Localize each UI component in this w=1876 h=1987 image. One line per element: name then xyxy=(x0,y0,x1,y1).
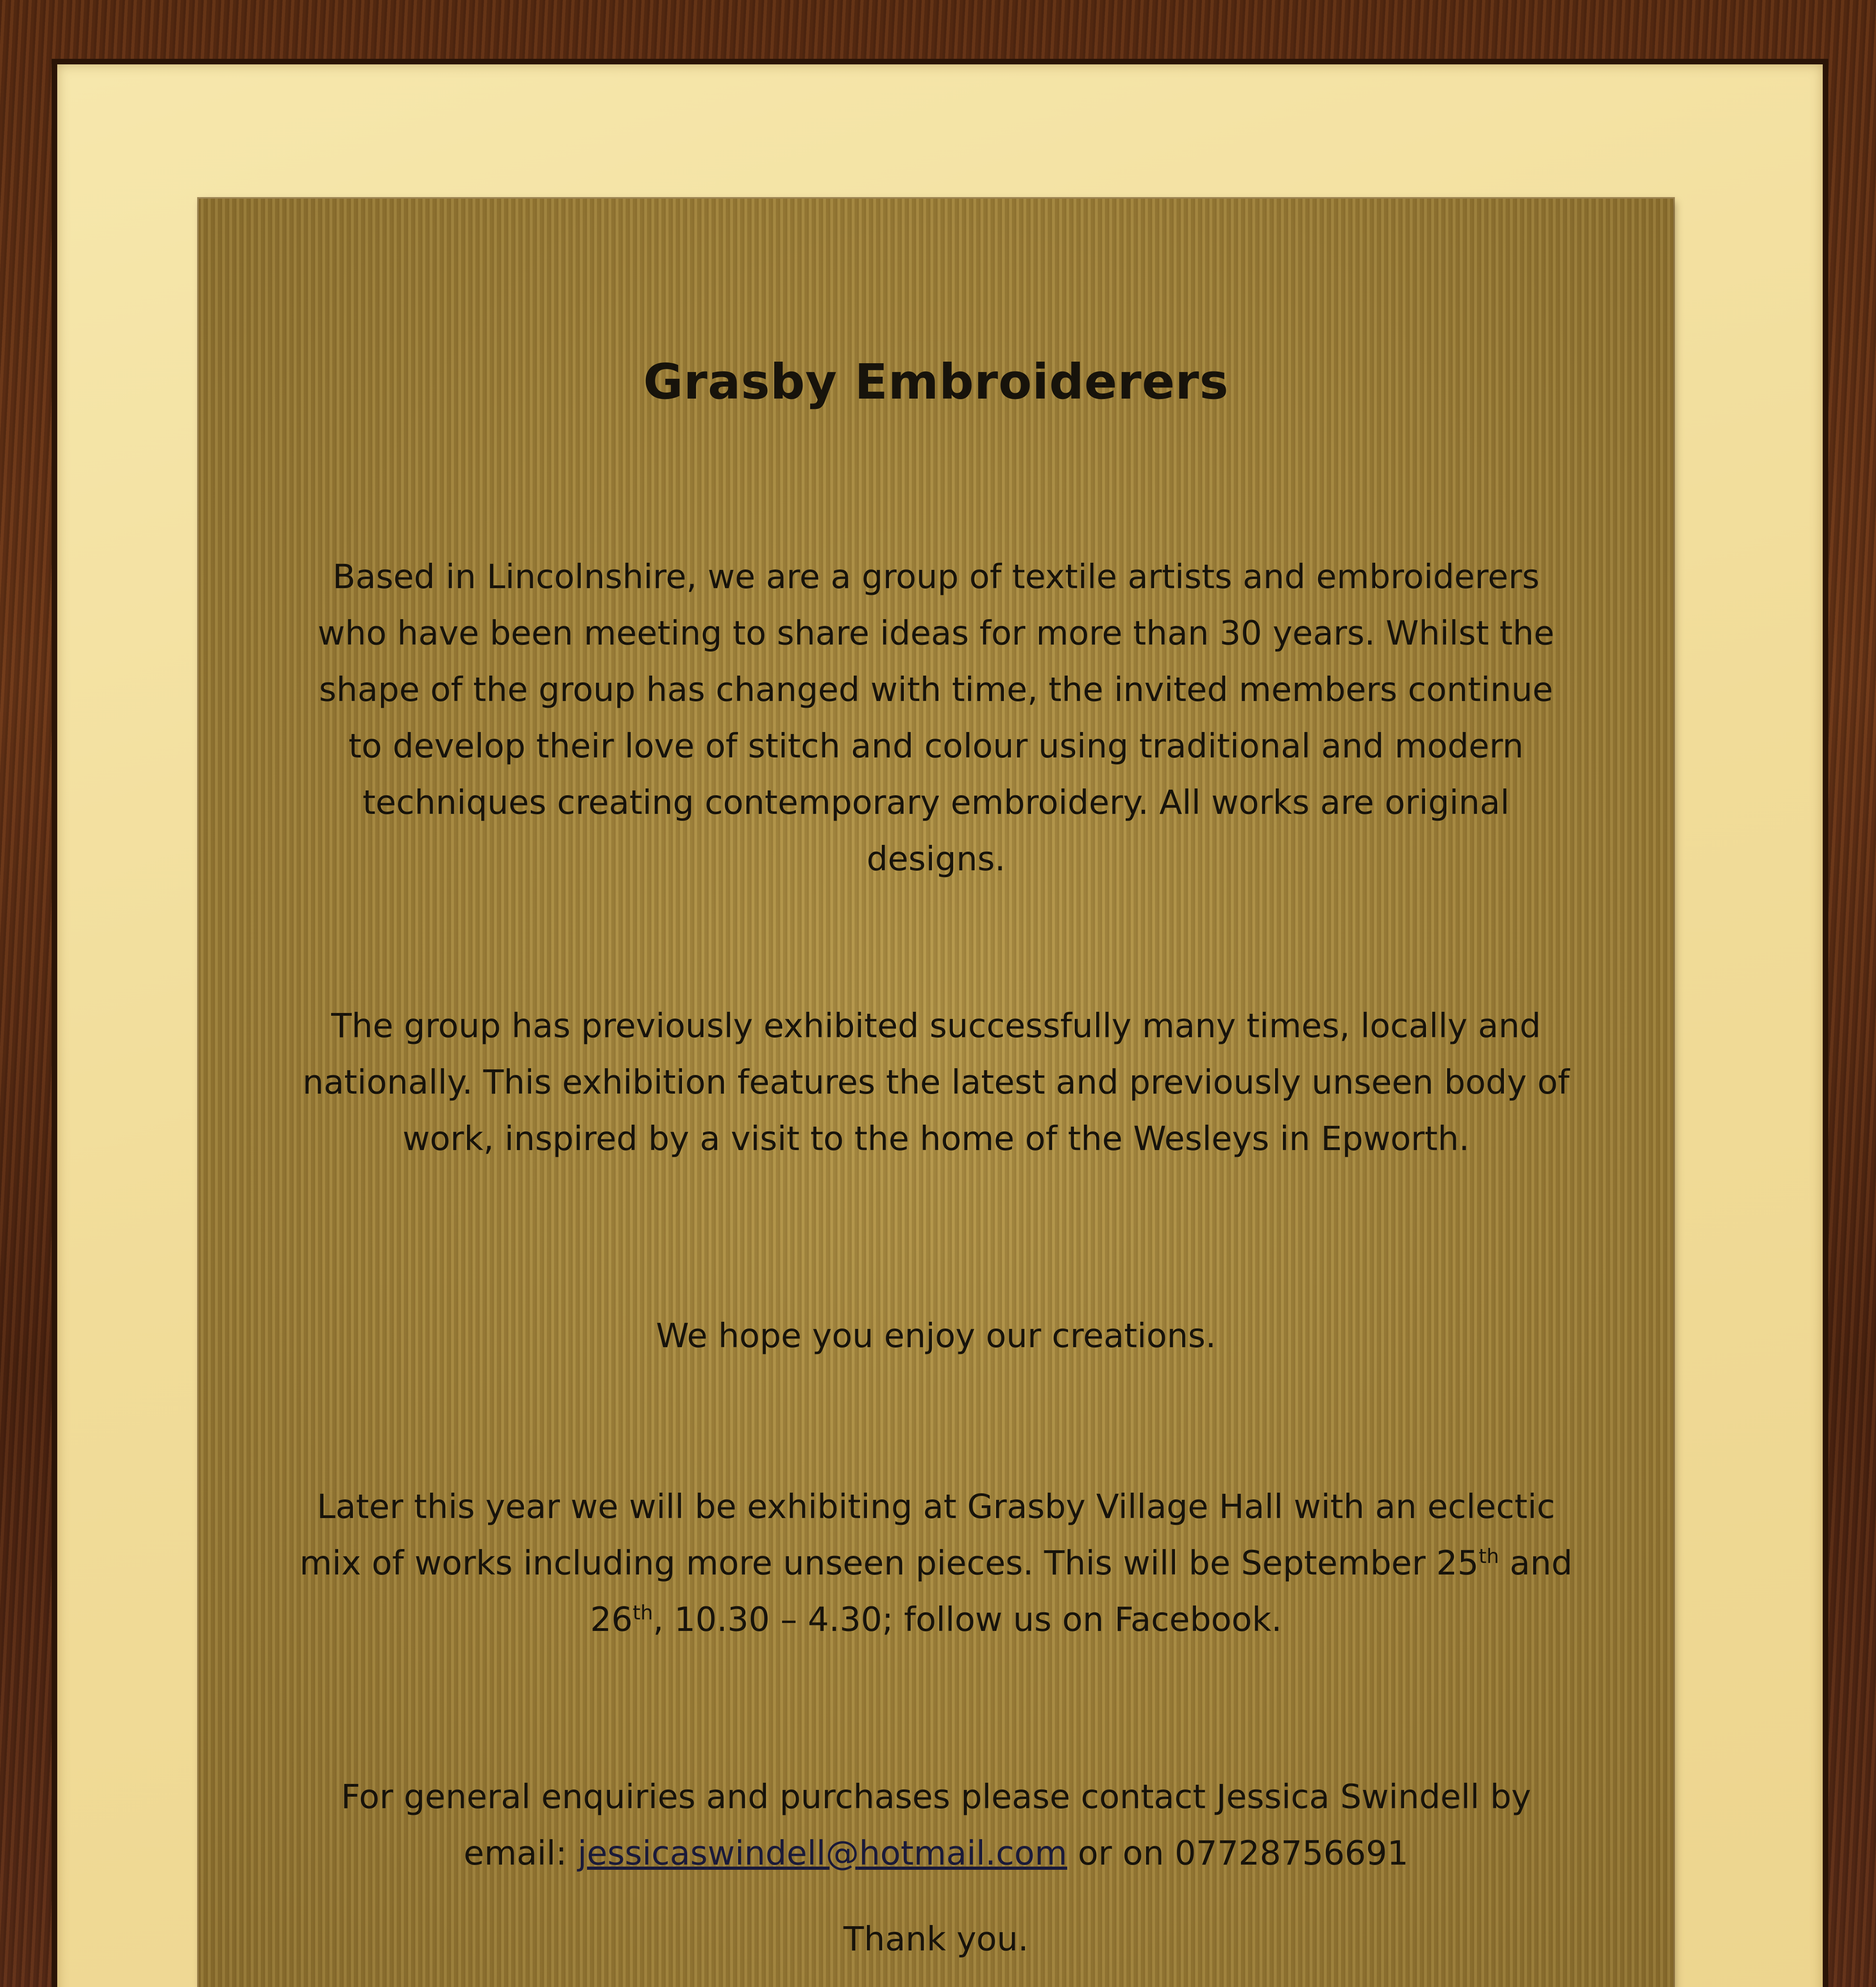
exhibition-paragraph: The group has previously exhibited successfully many times, locally and nationally. This exhibition features the latest and previously unseen body of work, inspired by a visit to the home of the Wesleys in Epworth. xyxy=(298,997,1574,1167)
upcoming-intro-text: Later this year we will be exhibiting at Grasby Village Hall with an eclectic mix of works including more unseen pieces. This will be September 25 xyxy=(300,1487,1555,1582)
intro-paragraph: Based in Lincolnshire, we are a group of textile artists and embroiderers who have been meeting to share ideas for more than 30 years. Whilst the shape of the group has changed with time, the invited members continue to develop their love of stitch and colour using traditional and modern techniques creating contemporary embroidery. All works are original designs. xyxy=(298,548,1574,887)
ordinal-suffix: th xyxy=(633,1601,653,1624)
welcome-line: We hope you enjoy our creations. xyxy=(298,1307,1574,1364)
contact-email-link[interactable]: jessicaswindell@hotmail.com xyxy=(578,1834,1067,1873)
ordinal-suffix: th xyxy=(1479,1545,1499,1568)
contact-intro-text: For general enquiries and purchases please contact Jessica Swindell by email: xyxy=(341,1777,1531,1873)
closing-line: Thank you. xyxy=(199,1919,1673,1958)
notice-title: Grasby Embroiderers xyxy=(199,354,1673,410)
upcoming-end-text: , 10.30 – 4.30; follow us on Facebook. xyxy=(653,1600,1282,1639)
upcoming-mid-text: and 26 xyxy=(590,1544,1573,1639)
contact-phone-text: or on 07728756691 xyxy=(1067,1834,1409,1873)
